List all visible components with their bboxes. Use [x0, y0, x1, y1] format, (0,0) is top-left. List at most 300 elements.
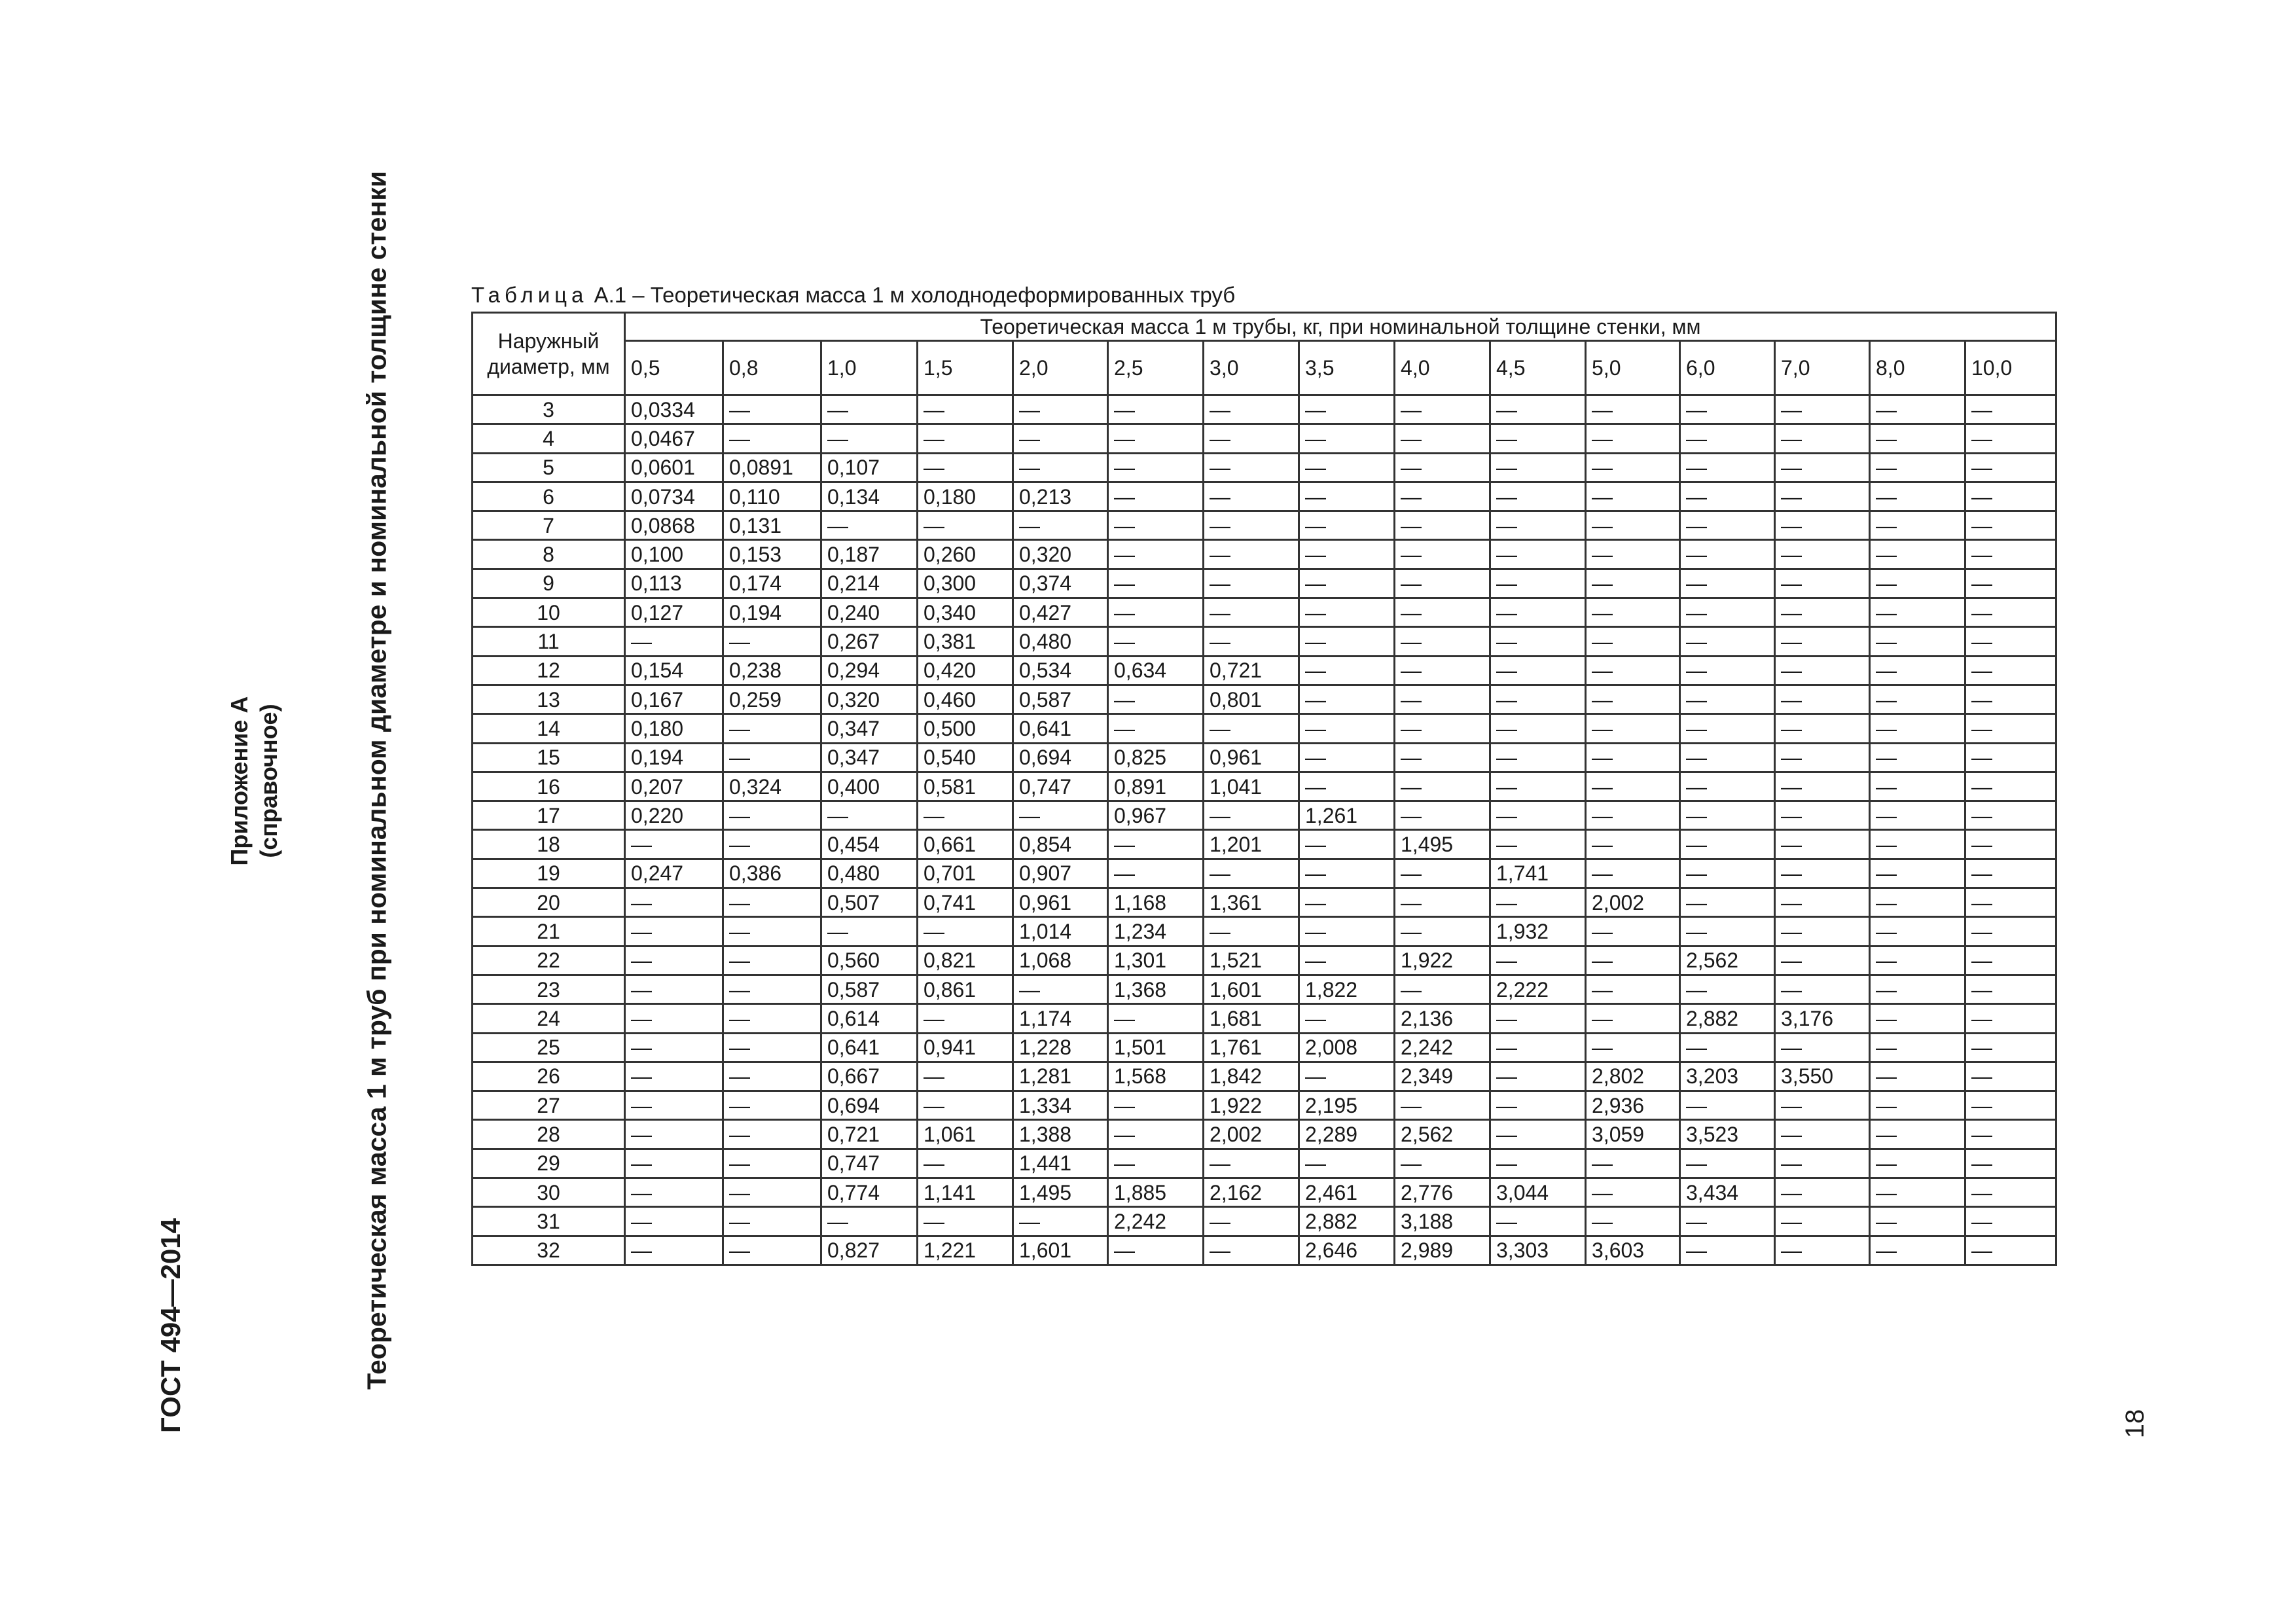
- mass-cell: 0,641: [1013, 714, 1108, 743]
- mass-cell: —: [1204, 511, 1299, 540]
- mass-cell: —: [1965, 1236, 2056, 1265]
- mass-cell: —: [1680, 1033, 1775, 1062]
- mass-cell: —: [1965, 482, 2056, 511]
- thickness-header: 2,5: [1108, 341, 1204, 395]
- mass-cell: —: [1490, 511, 1586, 540]
- mass-cell: —: [1870, 1149, 1965, 1178]
- mass-cell: 3,044: [1490, 1178, 1586, 1207]
- thickness-header: 5,0: [1586, 341, 1680, 395]
- thickness-header: 10,0: [1965, 341, 2056, 395]
- diameter-cell: 22: [473, 946, 625, 975]
- thickness-header: 8,0: [1870, 341, 1965, 395]
- mass-cell: 2,002: [1204, 1120, 1299, 1149]
- table-row: [473, 1004, 2056, 1033]
- mass-cell: 0,113: [625, 569, 723, 598]
- mass-cell: —: [1013, 1207, 1108, 1236]
- mass-cell: —: [1870, 1033, 1965, 1062]
- mass-cell: —: [1108, 540, 1204, 569]
- table-row: [473, 598, 2056, 627]
- mass-cell: 1,281: [1013, 1062, 1108, 1091]
- mass-cell: —: [1775, 453, 1870, 482]
- mass-cell: —: [1775, 1178, 1870, 1207]
- thickness-header: 4,5: [1490, 341, 1586, 395]
- mass-cell: —: [1775, 1120, 1870, 1149]
- mass-cell: —: [1108, 424, 1204, 453]
- mass-cell: 0,581: [918, 772, 1013, 801]
- mass-cell: —: [1299, 627, 1395, 656]
- mass-cell: —: [1775, 859, 1870, 888]
- diameter-cell: 9: [473, 569, 625, 598]
- mass-cell: 3,303: [1490, 1236, 1586, 1265]
- mass-cell: 0,131: [723, 511, 821, 540]
- mass-cell: —: [625, 830, 723, 859]
- mass-cell: —: [1299, 888, 1395, 917]
- mass-cell: 1,568: [1108, 1062, 1204, 1091]
- mass-cell: 2,136: [1395, 1004, 1490, 1033]
- mass-cell: 0,400: [821, 772, 918, 801]
- mass-cell: 0,667: [821, 1062, 918, 1091]
- mass-cell: —: [625, 1207, 723, 1236]
- mass-cell: —: [918, 511, 1013, 540]
- mass-cell: 1,601: [1204, 975, 1299, 1003]
- mass-cell: 0,324: [723, 772, 821, 801]
- mass-cell: —: [1013, 453, 1108, 482]
- document-code: ГОСТ 494—2014: [155, 1218, 186, 1434]
- mass-cell: —: [1299, 482, 1395, 511]
- mass-cell: —: [1490, 569, 1586, 598]
- diameter-cell: 3: [473, 395, 625, 424]
- mass-cell: —: [821, 395, 918, 424]
- mass-cell: —: [723, 1236, 821, 1265]
- diameter-cell: 19: [473, 859, 625, 888]
- mass-cell: 0,821: [918, 946, 1013, 975]
- table-row: [473, 511, 2056, 540]
- mass-cell: —: [1204, 1207, 1299, 1236]
- mass-cell: —: [1775, 830, 1870, 859]
- diameter-cell: 5: [473, 453, 625, 482]
- mass-cell: 2,562: [1680, 946, 1775, 975]
- mass-cell: —: [1870, 1207, 1965, 1236]
- mass-cell: —: [625, 946, 723, 975]
- mass-cell: —: [1108, 453, 1204, 482]
- mass-cell: —: [1680, 424, 1775, 453]
- mass-cell: —: [1490, 714, 1586, 743]
- mass-cell: 1,681: [1204, 1004, 1299, 1033]
- mass-cell: —: [1299, 830, 1395, 859]
- mass-cell: 0,420: [918, 656, 1013, 685]
- mass-cell: —: [723, 714, 821, 743]
- mass-cell: —: [625, 1178, 723, 1207]
- table-row: [473, 482, 2056, 511]
- mass-cell: —: [1108, 830, 1204, 859]
- caption-text: А.1 – Теоретическая масса 1 м холоднодеформированных труб: [594, 283, 1236, 307]
- diameter-cell: 24: [473, 1004, 625, 1033]
- mass-cell: 1,014: [1013, 917, 1108, 946]
- mass-cell: —: [1108, 685, 1204, 713]
- table-body: [473, 395, 2056, 1265]
- mass-cell: 0,540: [918, 743, 1013, 772]
- mass-cell: 0,861: [918, 975, 1013, 1003]
- mass-cell: 0,180: [625, 714, 723, 743]
- mass-cell: —: [1586, 1033, 1680, 1062]
- mass-cell: —: [1775, 511, 1870, 540]
- mass-cell: 1,068: [1013, 946, 1108, 975]
- mass-cell: 3,059: [1586, 1120, 1680, 1149]
- table-row: [473, 975, 2056, 1003]
- mass-cell: 1,822: [1299, 975, 1395, 1003]
- mass-table: [471, 312, 2057, 1266]
- mass-cell: —: [1395, 569, 1490, 598]
- mass-cell: —: [1680, 685, 1775, 713]
- mass-cell: 1,334: [1013, 1091, 1108, 1120]
- mass-cell: —: [1108, 1149, 1204, 1178]
- mass-cell: —: [1586, 714, 1680, 743]
- mass-cell: —: [1299, 1149, 1395, 1178]
- mass-cell: —: [821, 917, 918, 946]
- mass-cell: —: [1870, 1178, 1965, 1207]
- mass-cell: —: [1490, 888, 1586, 917]
- mass-cell: 1,441: [1013, 1149, 1108, 1178]
- mass-cell: —: [1586, 424, 1680, 453]
- mass-cell: —: [1586, 540, 1680, 569]
- mass-cell: 3,603: [1586, 1236, 1680, 1265]
- mass-cell: —: [1490, 395, 1586, 424]
- mass-cell: 0,347: [821, 743, 918, 772]
- mass-cell: —: [1586, 1149, 1680, 1178]
- table-row: [473, 859, 2056, 888]
- mass-cell: 1,174: [1013, 1004, 1108, 1033]
- mass-cell: 0,320: [1013, 540, 1108, 569]
- mass-cell: 1,141: [918, 1178, 1013, 1207]
- mass-cell: —: [1108, 714, 1204, 743]
- mass-cell: —: [1586, 627, 1680, 656]
- mass-cell: —: [1775, 801, 1870, 830]
- mass-cell: —: [1586, 1207, 1680, 1236]
- mass-cell: 0,180: [918, 482, 1013, 511]
- mass-cell: —: [821, 1207, 918, 1236]
- thickness-header: 3,5: [1299, 341, 1395, 395]
- mass-cell: —: [1299, 453, 1395, 482]
- mass-cell: —: [1490, 1091, 1586, 1120]
- mass-cell: 0,207: [625, 772, 723, 801]
- mass-cell: 0,961: [1204, 743, 1299, 772]
- mass-cell: —: [723, 946, 821, 975]
- mass-cell: —: [1870, 801, 1965, 830]
- mass-cell: —: [1586, 511, 1680, 540]
- mass-cell: —: [1775, 1236, 1870, 1265]
- mass-cell: —: [1204, 801, 1299, 830]
- mass-cell: —: [918, 453, 1013, 482]
- mass-cell: 0,300: [918, 569, 1013, 598]
- mass-cell: 1,495: [1013, 1178, 1108, 1207]
- mass-cell: 0,214: [821, 569, 918, 598]
- table-row: [473, 743, 2056, 772]
- mass-cell: —: [1490, 801, 1586, 830]
- table-row: [473, 1062, 2056, 1091]
- mass-cell: —: [1108, 482, 1204, 511]
- mass-cell: —: [1775, 685, 1870, 713]
- mass-cell: —: [723, 1004, 821, 1033]
- mass-cell: 1,741: [1490, 859, 1586, 888]
- mass-cell: —: [1490, 1062, 1586, 1091]
- mass-cell: —: [1586, 859, 1680, 888]
- mass-cell: —: [1965, 1207, 2056, 1236]
- mass-cell: —: [1965, 424, 2056, 453]
- mass-cell: —: [1775, 714, 1870, 743]
- mass-cell: —: [1490, 946, 1586, 975]
- mass-cell: —: [1775, 1033, 1870, 1062]
- mass-cell: —: [1870, 511, 1965, 540]
- mass-cell: —: [1680, 395, 1775, 424]
- mass-cell: —: [1870, 1236, 1965, 1265]
- mass-cell: —: [1965, 395, 2056, 424]
- mass-cell: —: [1586, 656, 1680, 685]
- mass-cell: —: [1395, 482, 1490, 511]
- mass-cell: —: [1965, 714, 2056, 743]
- mass-cell: —: [723, 1149, 821, 1178]
- mass-cell: 1,221: [918, 1236, 1013, 1265]
- mass-cell: 0,374: [1013, 569, 1108, 598]
- mass-cell: —: [918, 1207, 1013, 1236]
- mass-cell: 2,882: [1680, 1004, 1775, 1033]
- mass-cell: —: [625, 1004, 723, 1033]
- mass-cell: —: [1870, 772, 1965, 801]
- mass-cell: —: [1870, 1004, 1965, 1033]
- mass-cell: —: [1965, 1149, 2056, 1178]
- mass-cell: 1,261: [1299, 801, 1395, 830]
- mass-cell: —: [1965, 859, 2056, 888]
- mass-cell: —: [1965, 1120, 2056, 1149]
- mass-cell: —: [1204, 1236, 1299, 1265]
- mass-cell: 0,0467: [625, 424, 723, 453]
- mass-cell: —: [1775, 743, 1870, 772]
- mass-cell: 0,694: [821, 1091, 918, 1120]
- mass-cell: 1,521: [1204, 946, 1299, 975]
- mass-cell: 0,134: [821, 482, 918, 511]
- mass-cell: —: [1299, 772, 1395, 801]
- mass-cell: —: [1204, 540, 1299, 569]
- mass-cell: —: [1013, 424, 1108, 453]
- mass-cell: 0,587: [821, 975, 918, 1003]
- mass-cell: —: [1965, 975, 2056, 1003]
- mass-cell: —: [1775, 598, 1870, 627]
- diameter-cell: 10: [473, 598, 625, 627]
- mass-cell: —: [625, 1120, 723, 1149]
- diameter-cell: 20: [473, 888, 625, 917]
- mass-cell: —: [1395, 743, 1490, 772]
- mass-cell: 0,560: [821, 946, 918, 975]
- table-row: [473, 1236, 2056, 1265]
- diameter-cell: 25: [473, 1033, 625, 1062]
- mass-cell: 0,294: [821, 656, 918, 685]
- mass-cell: 0,587: [1013, 685, 1108, 713]
- mass-cell: —: [1680, 859, 1775, 888]
- mass-cell: —: [1204, 569, 1299, 598]
- mass-cell: —: [625, 1091, 723, 1120]
- diameter-cell: 16: [473, 772, 625, 801]
- mass-cell: 0,701: [918, 859, 1013, 888]
- mass-cell: —: [1680, 888, 1775, 917]
- mass-cell: —: [1680, 569, 1775, 598]
- mass-cell: —: [723, 743, 821, 772]
- mass-cell: —: [723, 801, 821, 830]
- mass-cell: 0,747: [1013, 772, 1108, 801]
- mass-cell: —: [1680, 656, 1775, 685]
- thickness-header: 6,0: [1680, 341, 1775, 395]
- mass-cell: —: [1680, 917, 1775, 946]
- mass-cell: 0,961: [1013, 888, 1108, 917]
- mass-cell: 0,240: [821, 598, 918, 627]
- mass-cell: 0,107: [821, 453, 918, 482]
- mass-cell: 0,127: [625, 598, 723, 627]
- mass-cell: —: [1108, 1120, 1204, 1149]
- mass-cell: 0,721: [1204, 656, 1299, 685]
- mass-cell: 0,941: [918, 1033, 1013, 1062]
- mass-cell: 0,907: [1013, 859, 1108, 888]
- mass-cell: 2,002: [1586, 888, 1680, 917]
- mass-cell: —: [1870, 859, 1965, 888]
- diameter-cell: 18: [473, 830, 625, 859]
- mass-cell: —: [1108, 859, 1204, 888]
- mass-cell: —: [1870, 1120, 1965, 1149]
- mass-cell: —: [723, 1091, 821, 1120]
- mass-cell: —: [723, 888, 821, 917]
- diameter-cell: 11: [473, 627, 625, 656]
- mass-cell: 0,694: [1013, 743, 1108, 772]
- mass-cell: —: [1965, 1178, 2056, 1207]
- mass-cell: —: [1395, 1149, 1490, 1178]
- table-caption: [471, 283, 1235, 308]
- diameter-cell: 6: [473, 482, 625, 511]
- mass-cell: —: [1586, 482, 1680, 511]
- diameter-cell: 21: [473, 917, 625, 946]
- mass-cell: 0,153: [723, 540, 821, 569]
- mass-cell: —: [1395, 453, 1490, 482]
- mass-cell: —: [1204, 714, 1299, 743]
- mass-cell: —: [1775, 772, 1870, 801]
- diameter-header: Наружный диаметр, мм: [473, 313, 625, 395]
- mass-cell: —: [918, 917, 1013, 946]
- mass-cell: 0,0734: [625, 482, 723, 511]
- mass-cell: —: [1775, 917, 1870, 946]
- mass-cell: —: [1490, 1004, 1586, 1033]
- diameter-cell: 29: [473, 1149, 625, 1178]
- table-row: [473, 888, 2056, 917]
- thickness-header: 0,5: [625, 341, 723, 395]
- mass-cell: —: [625, 627, 723, 656]
- mass-cell: —: [1680, 1091, 1775, 1120]
- mass-cell: 0,260: [918, 540, 1013, 569]
- mass-cell: 1,932: [1490, 917, 1586, 946]
- diameter-cell: 28: [473, 1120, 625, 1149]
- mass-cell: —: [1299, 424, 1395, 453]
- table-row: [473, 917, 2056, 946]
- mass-cell: 1,368: [1108, 975, 1204, 1003]
- mass-cell: —: [1870, 917, 1965, 946]
- mass-cell: —: [723, 975, 821, 1003]
- mass-cell: —: [918, 801, 1013, 830]
- mass-cell: 1,201: [1204, 830, 1299, 859]
- mass-cell: 0,747: [821, 1149, 918, 1178]
- mass-cell: 1,601: [1013, 1236, 1108, 1265]
- mass-cell: —: [1013, 801, 1108, 830]
- mass-cell: —: [1870, 627, 1965, 656]
- mass-cell: —: [918, 1062, 1013, 1091]
- mass-cell: 3,523: [1680, 1120, 1775, 1149]
- mass-cell: —: [1680, 1207, 1775, 1236]
- mass-cell: 1,301: [1108, 946, 1204, 975]
- mass-cell: —: [1775, 424, 1870, 453]
- mass-cell: —: [723, 830, 821, 859]
- thickness-header: 7,0: [1775, 341, 1870, 395]
- mass-cell: 2,195: [1299, 1091, 1395, 1120]
- mass-cell: —: [1586, 395, 1680, 424]
- mass-cell: 2,646: [1299, 1236, 1395, 1265]
- mass-cell: —: [1586, 743, 1680, 772]
- mass-cell: —: [1490, 424, 1586, 453]
- diameter-cell: 8: [473, 540, 625, 569]
- mass-cell: —: [1870, 453, 1965, 482]
- mass-cell: 0,891: [1108, 772, 1204, 801]
- mass-cell: —: [1680, 801, 1775, 830]
- mass-cell: 1,234: [1108, 917, 1204, 946]
- mass-cell: —: [1108, 511, 1204, 540]
- mass-cell: 1,361: [1204, 888, 1299, 917]
- mass-cell: —: [1870, 1062, 1965, 1091]
- appendix-heading: [224, 696, 283, 866]
- mass-cell: 1,168: [1108, 888, 1204, 917]
- mass-cell: 0,247: [625, 859, 723, 888]
- mass-cell: —: [1965, 888, 2056, 917]
- mass-cell: —: [1204, 1149, 1299, 1178]
- mass-cell: —: [1775, 569, 1870, 598]
- mass-cell: —: [1204, 482, 1299, 511]
- mass-cell: 1,061: [918, 1120, 1013, 1149]
- mass-cell: —: [1965, 772, 2056, 801]
- table-row: [473, 1178, 2056, 1207]
- diameter-cell: 32: [473, 1236, 625, 1265]
- mass-cell: —: [1680, 1149, 1775, 1178]
- mass-cell: —: [1775, 540, 1870, 569]
- mass-cell: —: [1870, 685, 1965, 713]
- mass-cell: —: [1775, 1207, 1870, 1236]
- diameter-cell: 15: [473, 743, 625, 772]
- mass-cell: 0,454: [821, 830, 918, 859]
- mass-cell: 0,854: [1013, 830, 1108, 859]
- mass-cell: —: [918, 424, 1013, 453]
- mass-cell: 0,614: [821, 1004, 918, 1033]
- table-row: [473, 1207, 2056, 1236]
- header-row-group: [473, 313, 2056, 341]
- mass-cell: 0,220: [625, 801, 723, 830]
- table-row: [473, 1033, 2056, 1062]
- page-number: 18: [2121, 1409, 2149, 1439]
- mass-cell: —: [1680, 453, 1775, 482]
- mass-cell: 0,661: [918, 830, 1013, 859]
- appendix-note: (справочное): [255, 704, 282, 858]
- mass-cell: —: [723, 1178, 821, 1207]
- table-row: [473, 685, 2056, 713]
- mass-cell: —: [723, 1207, 821, 1236]
- mass-cell: —: [1299, 511, 1395, 540]
- mass-cell: 0,825: [1108, 743, 1204, 772]
- mass-cell: —: [1204, 627, 1299, 656]
- mass-cell: 2,242: [1108, 1207, 1204, 1236]
- mass-cell: —: [1965, 830, 2056, 859]
- mass-cell: —: [1395, 685, 1490, 713]
- mass-cell: —: [723, 1033, 821, 1062]
- thickness-group-header: Теоретическая масса 1 м трубы, кг, при номинальной толщине стенки, мм: [625, 313, 2056, 341]
